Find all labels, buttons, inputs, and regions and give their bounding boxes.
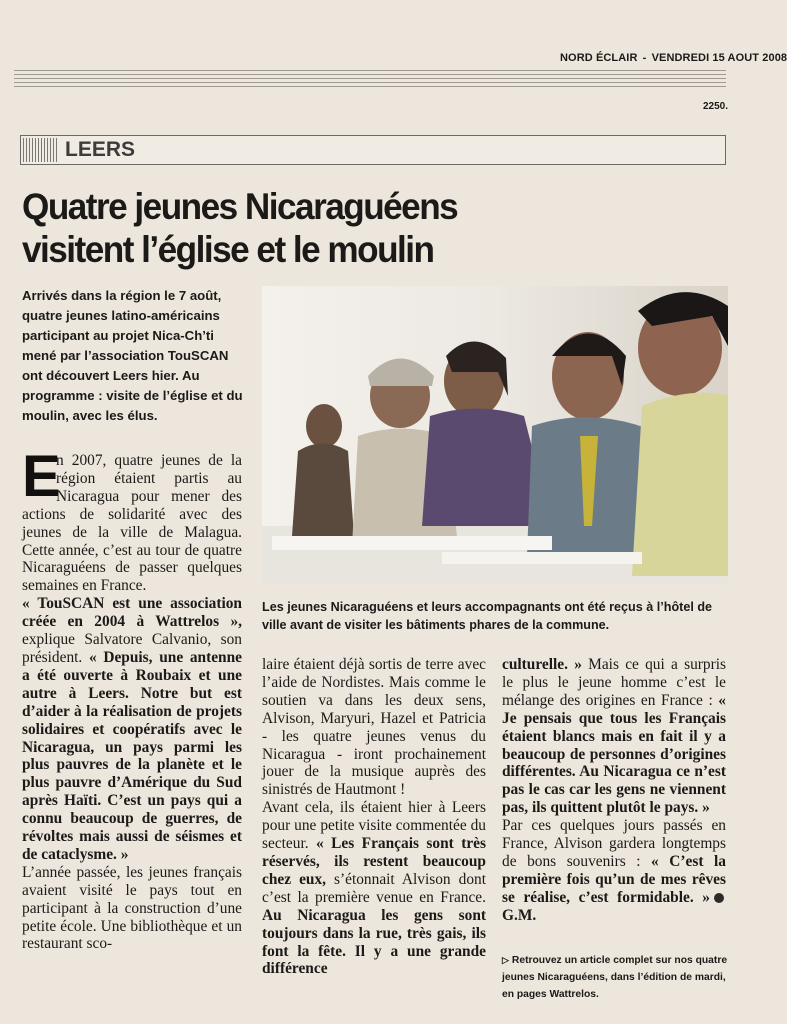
paragraph-surprise bbox=[502, 656, 726, 817]
article-column-2 bbox=[262, 656, 486, 978]
paragraph-souvenirs-text: Par ces quelques jours passés en France, Alvison gardera longtemps de bons souvenirs : bbox=[502, 817, 726, 870]
triangle-icon: ▷ bbox=[502, 955, 509, 965]
paragraph-visit-text: Avant cela, ils étaient hier à Leers pour une petite visite commentée du secteur. bbox=[262, 799, 486, 853]
teaser-text: Retrouvez un article complet sur nos quatre jeunes Nicaraguéens, dans l’édition de mardi, en pages Wattrelos. bbox=[502, 955, 728, 1000]
paragraph-last-year: L’année passée, les jeunes français avaient visité le pays tout en participant à la construction d’une petite école. Une bibliothèque et un restaurant sco- bbox=[22, 863, 242, 953]
bullet-icon bbox=[714, 893, 724, 903]
publication-date: VENDREDI 15 AOUT 2008 bbox=[651, 52, 787, 64]
lead-paragraph: Arrivés dans la région le 7 août, quatre jeunes latino-américains participant au projet Nica-Ch’ti mené par l’association TouSCAN ont découvert Leers hier. Au programme : visite de l’église et du moulin, avec les élus. bbox=[22, 288, 243, 423]
quote-president: « Depuis, une antenne a été ouverte à Roubaix et une autre à Leers. Notre but est d’aider à la réalisation de projets solidaires et coopératifs avec le Nicaragua, un pays parmi les plus pauvres de la planète et le plus pauvre d’Amérique du Sud après Haïti. C’est un pays qui a connu beaucoup de guerres, de révoltes mais aussi de séismes et de cataclysme. » bbox=[22, 648, 242, 863]
header-rules bbox=[14, 70, 726, 90]
paragraph-association bbox=[22, 595, 242, 864]
section-banner bbox=[20, 135, 726, 165]
photo-caption: Les jeunes Nicaraguéens et leurs accompagnants ont été reçus à l’hôtel de ville avant de visiter les bâtiments phares de la commune. bbox=[262, 600, 713, 632]
masthead: NORD ÉCLAIR - VENDREDI 15 AOUT 2008 bbox=[560, 52, 787, 64]
drop-cap: E bbox=[22, 444, 61, 509]
article-photo bbox=[262, 286, 728, 584]
quote-street: Au Nicaragua les gens sont toujours dans la rue, très gais, ils font la fête. Il y a une grande différence bbox=[262, 906, 486, 978]
article-column-3 bbox=[502, 656, 726, 925]
page-code: 2250. bbox=[702, 101, 728, 112]
author-signature: G.M. bbox=[502, 906, 537, 924]
article-column-1 bbox=[22, 444, 242, 953]
paragraph-visit bbox=[262, 799, 486, 978]
quote-dream: « C’est la première fois qu’un de mes rêves se réalise, c’est formidable. » bbox=[502, 852, 726, 906]
paragraph-intro bbox=[22, 444, 242, 595]
headline-line-2: visitent l’église et le moulin bbox=[22, 229, 434, 270]
teaser bbox=[502, 952, 728, 1003]
quote-culture: culturelle. » bbox=[502, 656, 582, 673]
quote-reserved: « Les Français sont très réservés, ils restent beaucoup chez eux, bbox=[262, 835, 486, 888]
paragraph-surprise-text: Mais ce qui a surpris le plus le jeune homme c’est le mélange des origines en France : bbox=[502, 656, 727, 709]
section-shade bbox=[23, 138, 57, 162]
paragraph-association-text: explique Salvatore Calvanio, son président. bbox=[22, 631, 242, 666]
paragraph-last-year-cont: laire étaient déjà sortis de terre avec l’aide de Nordistes. Mais comme le soutien va dans les deux sens, Alvison, Maryuri, Hazel et Patricia - les quatre jeunes venus du Nicaragua - iront prochainement jouer de la musique auprès des sinistrés de Hautmont ! bbox=[262, 656, 486, 799]
quote-association: « TouSCAN est une association créée en 2004 à Wattrelos », bbox=[22, 595, 242, 631]
publication-name: NORD ÉCLAIR bbox=[560, 52, 638, 64]
paragraph-intro-text: n 2007, quatre jeunes de la région étaient partis au Nicaragua pour mener des actions de solidarité avec des jeunes de la ville de Malagua. Cette année, c’est au tour de quatre Nicaraguéens de passer quelques semaines en France. bbox=[22, 452, 242, 595]
quote-origins: « Je pensais que tous les Français étaient blancs mais en fait il y a beaucoup de personnes d’origines différentes. Au Nicaragua ce n’est pas le cas car les gens ne viennent pas, ils quittent plutôt le pays. » bbox=[502, 691, 726, 817]
headline bbox=[22, 185, 516, 271]
section-name: LEERS bbox=[65, 138, 136, 161]
headline-line-1: Quatre jeunes Nicaraguéens bbox=[22, 186, 458, 227]
paragraph-visit-text-2: s’étonnait Alvison dont c’est la première venue en France. bbox=[262, 870, 486, 906]
paragraph-souvenirs bbox=[502, 817, 726, 924]
